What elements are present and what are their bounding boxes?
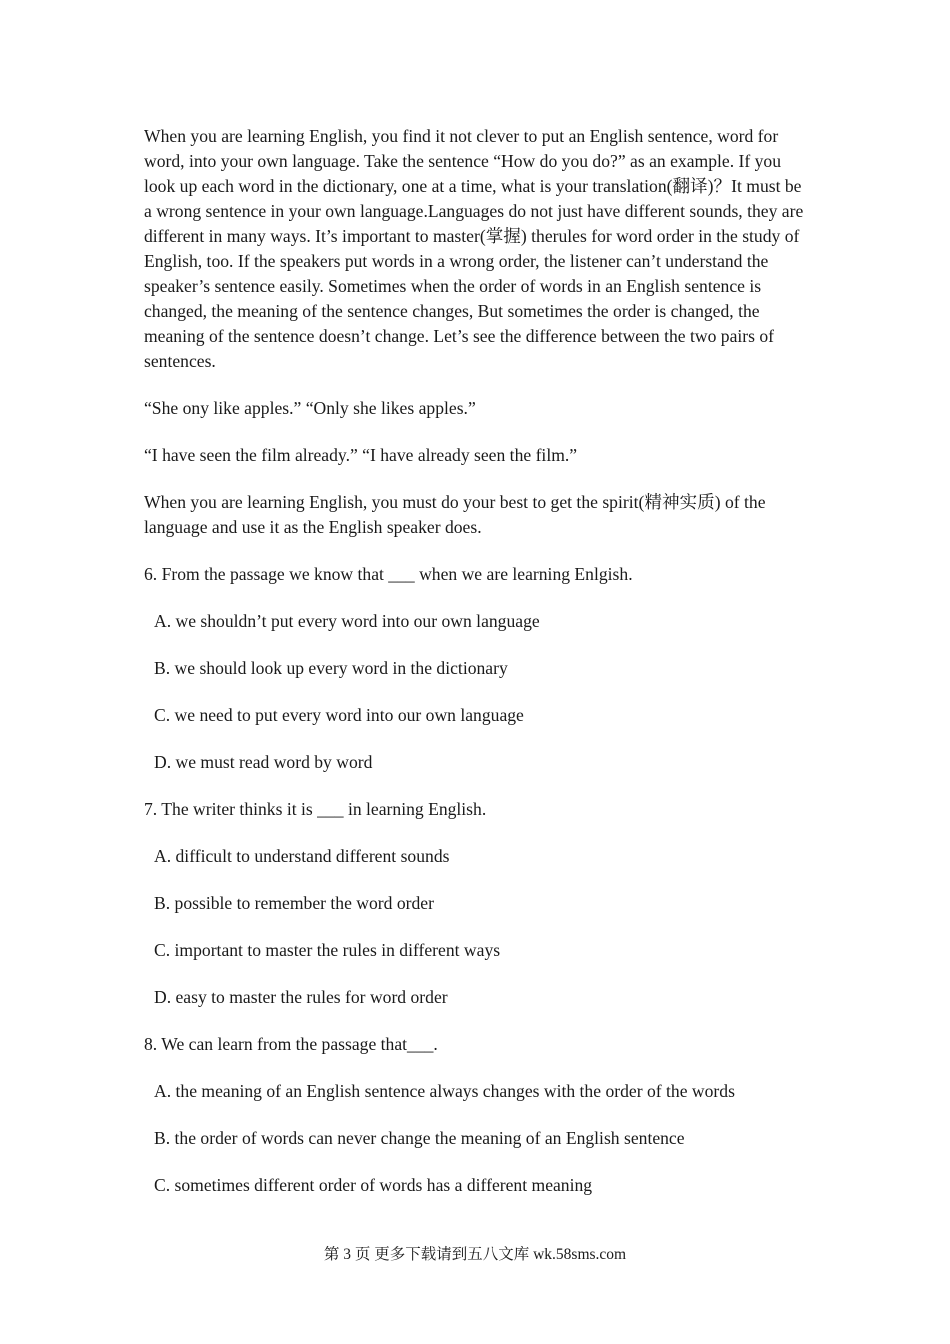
option-d: D. we must read word by word (154, 752, 373, 772)
option-c: C. we need to put every word into our own language (154, 705, 524, 725)
option-c: C. important to master the rules in different ways (154, 940, 501, 960)
question-7 (144, 797, 804, 1010)
question-stem: 8. We can learn from the passage that___. (144, 1034, 438, 1054)
option-b: B. we should look up every word in the dictionary (154, 658, 508, 678)
question-6 (144, 562, 804, 775)
option-c: C. sometimes different order of words has a different meaning (154, 1175, 593, 1195)
option-a: A. the meaning of an English sentence always changes with the order of the words (154, 1081, 735, 1101)
passage-example-1: “She ony like apples.” “Only she likes apples.” (144, 398, 476, 418)
option-b: B. the order of words can never change the meaning of an English sentence (154, 1128, 685, 1148)
option-a: A. we shouldn’t put every word into our own language (154, 611, 540, 631)
document-body (144, 124, 804, 1220)
option-a: A. difficult to understand different sounds (154, 846, 450, 866)
question-stem: 7. The writer thinks it is ___ in learning English. (144, 799, 487, 819)
question-8 (144, 1032, 804, 1198)
option-d: D. easy to master the rules for word order (154, 987, 448, 1007)
passage-paragraph-2: When you are learning English, you must do your best to get the spirit(精神实质) of the language and use it as the English speaker does. (144, 492, 766, 537)
question-stem: 6. From the passage we know that ___ when we are learning Enlgish. (144, 564, 633, 584)
passage-example-2: “I have seen the film already.” “I have already seen the film.” (144, 445, 578, 465)
passage-paragraph-1: When you are learning English, you find it not clever to put an English sentence, word for word, into your own language. Take the sentence “How do you do?” as an example. If you look up each word in the dictionary, one at a time, what is your translation(翻译)？It must be a wrong sentence in your own language.Languages do not just have different sounds, they are different in many ways. It’s important to master(掌握) therules for word order in the study of English, too. If the speakers put words in a wrong order, the listener can’t understand the speaker’s sentence easily. Sometimes when the order of words in an English sentence is changed, the meaning of the sentence changes, But sometimes the order is changed, the meaning of the sentence doesn’t change. Let’s see the difference between the two pairs of sentences. (144, 126, 804, 371)
option-b: B. possible to remember the word order (154, 893, 434, 913)
page-footer: 第 3 页 更多下载请到五八文库 wk.58sms.com (323, 1246, 627, 1263)
